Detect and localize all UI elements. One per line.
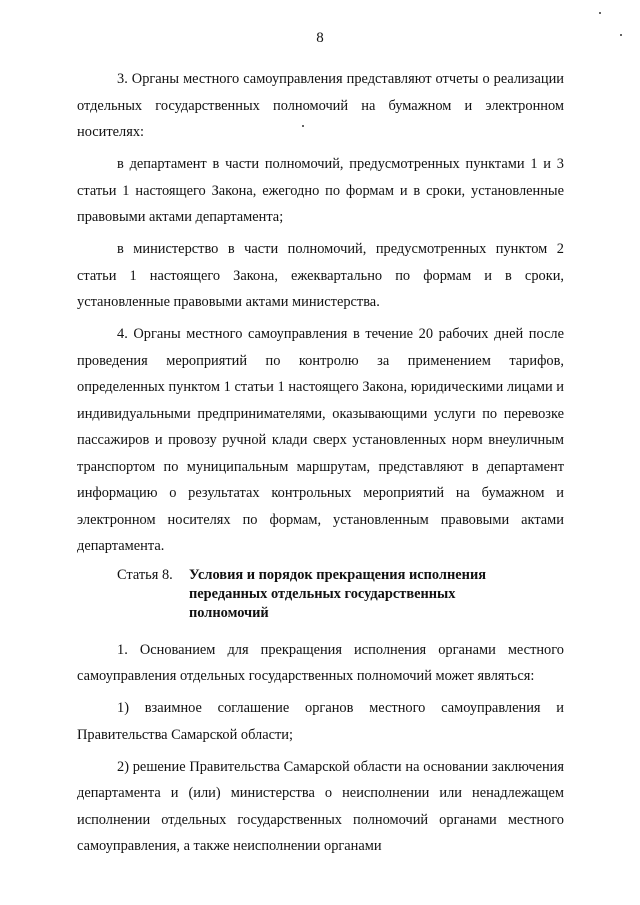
paragraph-ministry: в министерство в части полномочий, предусмотренных пунктом 2 статьи 1 настоящего Закона, ежеквартально по формам и в сроки, установленные правовыми актами министерства. xyxy=(77,241,564,310)
article-heading xyxy=(77,566,564,623)
document-body xyxy=(77,66,564,865)
article-label: Статья 8. xyxy=(117,566,173,583)
paragraph-department: в департамент в части полномочий, предусмотренных пунктами 1 и 3 статьи 1 настоящего Закона, ежегодно по формам и в сроки, установленные правовыми актами департамента; xyxy=(77,156,564,225)
paragraph-mutual-agreement: 1) взаимное соглашение органов местного самоуправления и Правительства Самарской области; xyxy=(77,700,564,743)
paragraph-control-info: 4. Органы местного самоуправления в течение 20 рабочих дней после проведения мероприятий по контролю за применением тарифов, определенных пунктом 1 статьи 1 настоящего Закона, юридическими лицами и индивидуальными предпринимателями, оказывающими услуги по перевозке пассажиров и провозу ручной клади сверх установленных норм внеуличным транспортом по муниципальным маршрутам, представляют в департамент информацию о результатах контрольных мероприятий на бумажном и электронном носителях по формам, установленным правовыми актами департамента. xyxy=(77,326,564,554)
page-number: 8 xyxy=(316,30,324,46)
article-title: Условия и порядок прекращения исполнения переданных отдельных государственных полномочий xyxy=(189,566,487,621)
scan-speck xyxy=(599,12,601,14)
paragraph-government-decision: 2) решение Правительства Самарской области на основании заключения департамента и (или) министерства о неисполнении или ненадлежащем исполнении отдельных государственных полномочий органами местного самоуправления, а также неисполнении органами xyxy=(77,758,564,854)
paragraph-reports: 3. Органы местного самоуправления представляют отчеты о реализации отдельных государственных полномочий на бумажном и электронном носителях: xyxy=(77,71,564,140)
paragraph-termination-grounds: 1. Основанием для прекращения исполнения органами местного самоуправления отдельных государственных полномочий может являться: xyxy=(77,641,564,684)
